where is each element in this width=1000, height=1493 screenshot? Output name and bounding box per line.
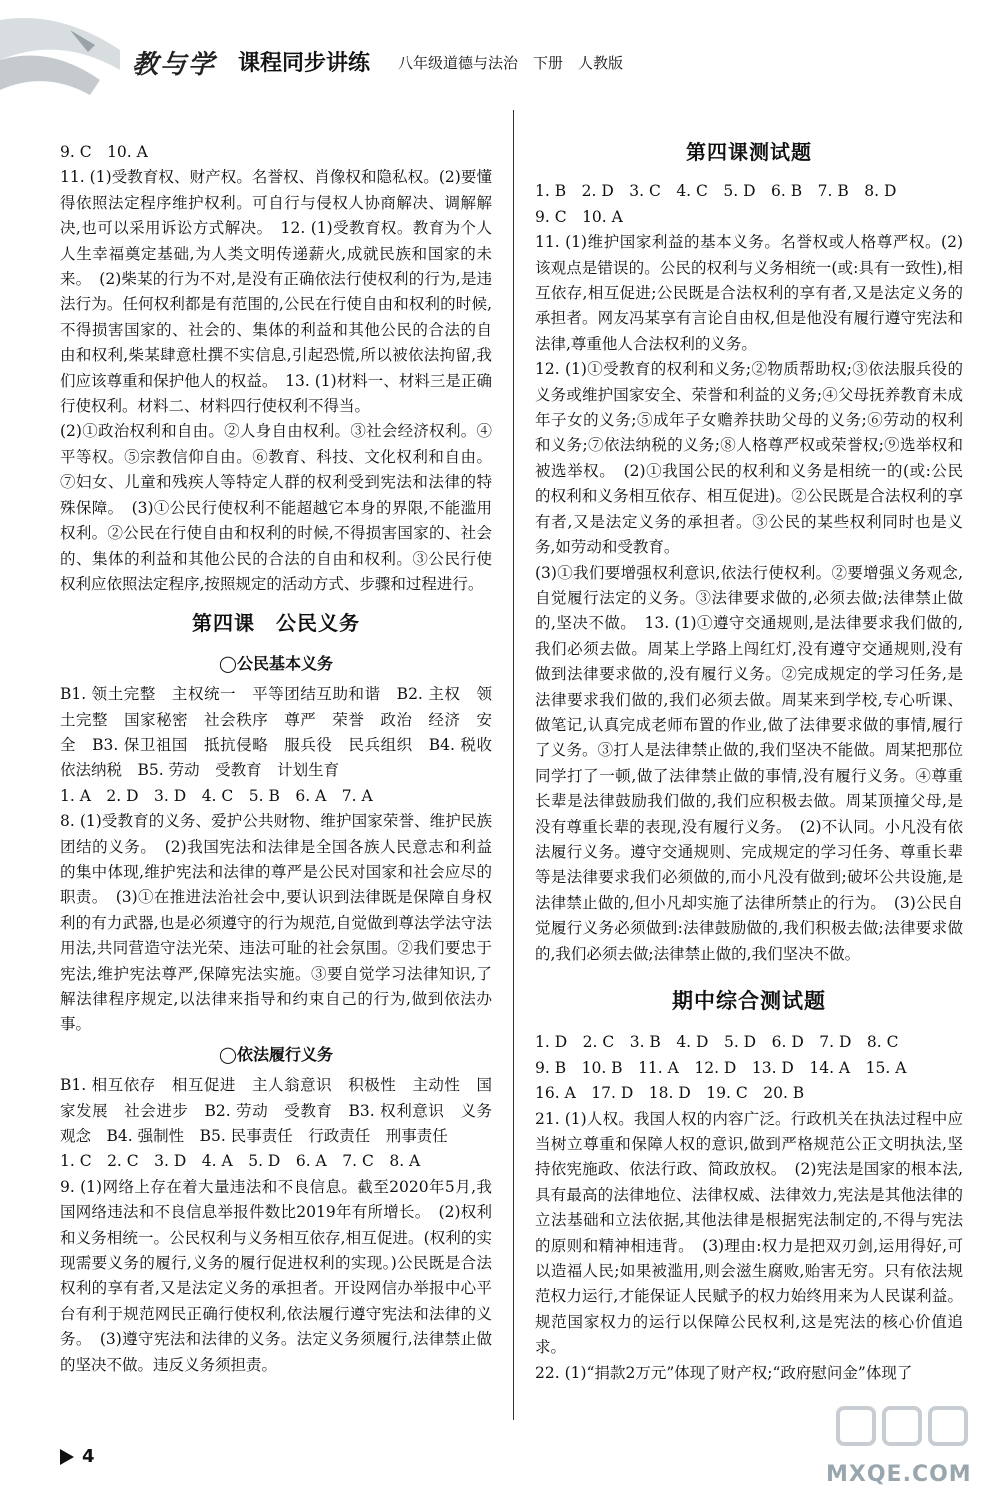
left-column: [60, 140, 508, 1378]
test-title: 期中综合测试题: [672, 989, 826, 1013]
column-divider: [513, 110, 514, 1420]
answer-block: (2)①政治权利和自由。②人身自由权利。③社会经济权利。④平等权。⑤宗教信仰自由。⑥教育、科技、文化权利和自由。⑦妇女、儿童和残疾人等特定人群的权利受到宪法和法律的特殊保障。 (3)①公民行使权利不能超越它本身的界限,不能滥用权利。②公民在行使自由和权利的时候,不得损害国家的、社会的、集体的利益和其他公民的合法的自由和权利。③公民行使权利应依照法定程序,按照规定的活动方式、步骤和过程进行。: [60, 422, 492, 593]
arrow-right-icon: [60, 1449, 74, 1465]
answer-block: (3)①我们要增强权利意识,依法行使权利。②要增强义务观念,自觉履行法定的义务。③法律要求做的,必须去做;法律禁止做的,坚决不做。 13. (1)①遵守交通规则,是法律要求我们做的,我们必须去做。周某上学路上闯红灯,没有遵守交通规则,没有做到法律要求做的,没有履行义务。②完成规定的学习任务,是法律要求我们做的,我们必须去做。周某来到学校,专心听课、做笔记,认真完成老师布置的作业,做了法律要求做的事情,履行了义务。③打人是法律禁止做的,我们坚决不能做。周某把那位同学打了一顿,做了法律禁止做的事情,没有履行义务。④尊重长辈是法律鼓励我们做的,我们应积极去做。周某顶撞父母,是没有尊重长辈的表现,没有履行义务。 (2)不认同。小凡没有依法履行义务。遵守交通规则、完成规定的学习任务、尊重长辈等是法律要求我们必须做的,而小凡没有做到;破坏公共设施,是法律禁止做的,但小凡却实施了法律所禁止的行为。 (3)公民自觉履行义务必须做到:法律鼓励做的,我们积极去做;法律要求做的,我们必须去做;法律禁止做的,我们坚决不做。: [535, 563, 963, 963]
answer-block: B1. 相互依存 相互促进 主人翁意识 积极性 主动性 国家发展 社会进步 B2. 劳动 受教育 B3. 权利意识 义务观念 B4. 强制性 B5. 民事责任 行政责任 刑事责任: [60, 1076, 492, 1146]
right-column: [535, 140, 963, 1386]
answer-block: 12. (1)①受教育的权利和义务;②物质帮助权;③依法服兵役的义务或维护国家安全、荣誉和利益的义务;④父母抚养教育未成年子女的义务;⑤成年子女赡养扶助父母的义务;⑥劳动的权利和义务;⑦依法纳税的义务;⑧人格尊严权或荣誉权;⑨选举权和被选举权。 (2)①我国公民的权利和义务是相统一的(或:公民的权利和义务相互依存、相互促进)。②公民既是合法权利的享有者,又是法定义务的承担者。③公民的某些权利同时也是义务,如劳动和受教育。: [535, 360, 963, 557]
answer-block: 11. (1)受教育权、财产权。名誉权、肖像权和隐私权。(2)要懂得依照法定程序维护权利。可自行与侵权人协商解决、调解解决,也可以采用诉讼方式解决。 12. (1)受教育权。教育为个人人生幸福奠定基础,为人类文明传递薪火,成就民族和国家的未来。 (2)柴某的行为不对,是没有正确依法行使权利的行为,是违法行为。任何权利都是有范围的,公民在行使自由和权利的时候,不得损害国家的、社会的、集体的利益和其他公民的合法的自由和权利,柴某肆意杜撰不实信息,引起恐慌,所以被依法拘留,我们应该尊重和保护他人的权益。 13. (1)材料一、材料三是正确行使权利。材料二、材料四行使权利不得当。: [60, 168, 492, 416]
answer-block: 9. C 10. A: [535, 207, 623, 226]
answer-block: 21. (1)人权。我国人权的内容广泛。行政机关在执法过程中应当树立尊重和保障人权的意识,做到严格规范公正文明执法,坚持依宪施政、依法行政、简政放权。 (2)宪法是国家的根本法,具有最高的法律地位、法律权威、法律效力,宪法是其他法律的立法基础和立法依据,其他法律是根据宪法制定的,不得与宪法的原则和精神相违背。 (3)理由:权力是把双刃剑,运用得好,可以造福人民;如果被滥用,则会滋生腐败,贻害无穷。只有依法规范权力运行,才能保证人民赋予的权力始终用来为人民谋利益。规范国家权力的运行以保障公民权利,这是宪法的核心价值追求。: [535, 1109, 963, 1357]
answer-block: 9. (1)网络上存在着大量违法和不良信息。截至2020年5月,我国网络违法和不良信息举报件数比2019年有所增长。 (2)权利和义务相统一。公民权利与义务相互依存,相互促进。(权利的实现需要义务的履行,义务的履行促进权利的实现。)公民既是合法权利的享有者,又是法定义务的承担者。开设网信办举报中心平台有利于规范网民正确行使权利,依法履行遵守宪法和法律的义务。 (3)遵守宪法和法律的义务。法定义务须履行,法律禁止做的坚决不做。违反义务须担责。: [60, 1177, 492, 1374]
watermark-text: MXQE.COM: [826, 1462, 972, 1487]
answer-block: 1. B 2. D 3. C 4. C 5. D 6. B 7. B 8. D: [535, 182, 897, 201]
answer-block: 8. (1)受教育的义务、爱护公共财物、维护国家荣誉、维护民族团结的义务。 (2)我国宪法和法律是全国各族人民意志和利益的集中体现,维护宪法和法律的尊严是公民对国家和社会应尽的职责。 (3)①在推进法治社会中,要认识到法律既是保障自身权利的有力武器,也是必须遵守的行为规范,自觉做到尊法学法守法用法,共同营造守法光荣、违法可耻的社会氛围。②我们要忠于宪法,维护宪法尊严,保障宪法实施。③要自觉学习法律知识,了解法律程序规定,以法律来指导和约束自己的行为,做到依法办事。: [60, 812, 492, 1034]
section-title: ◯依法履行义务: [219, 1044, 333, 1064]
section-title: ◯公民基本义务: [219, 653, 333, 673]
answer-block: 22. (1)“捐款2万元”体现了财产权;“政府慰问金”体现了: [535, 1363, 913, 1382]
answer-block: 1. D 2. C 3. B 4. D 5. D 6. D 7. D 8. C: [535, 1033, 899, 1052]
answer-block: 9. B 10. B 11. A 12. D 13. D 14. A 15. A: [535, 1058, 907, 1077]
page-number: 4: [82, 1446, 95, 1467]
series-logo: 教与学: [132, 50, 217, 80]
answer-block: 9. C 10. A: [60, 143, 148, 161]
answer-block: B1. 领土完整 主权统一 平等团结互助和谐 B2. 主权 领土完整 国家秘密 社会秩序 尊严 荣誉 政治 经济 安全 B3. 保卫祖国 抵抗侵略 服兵役 民兵组织 B4. 税收 依法纳税 B5. 劳动 受教育 计划生育: [60, 685, 508, 780]
book-title: 课程同步讲练: [238, 51, 371, 76]
chapter-title: 第四课 公民义务: [192, 611, 360, 636]
page-header: [0, 0, 1000, 110]
test-title: 第四课测试题: [686, 140, 812, 164]
answer-block: 1. C 2. C 3. D 4. A 5. D 6. A 7. C 8. A: [60, 1152, 421, 1171]
answer-block: 1. A 2. D 3. D 4. C 5. B 6. A 7. A: [60, 786, 373, 805]
answer-block: 16. A 17. D 18. D 19. C 20. B: [535, 1084, 805, 1103]
book-subtitle: 八年级道德与法治 下册 人教版: [398, 54, 624, 72]
answer-block: 11. (1)维护国家利益的基本义务。名誉权或人格尊严权。(2)该观点是错误的。公民的权利与义务相统一(或:具有一致性),相互依存,相互促进;公民既是合法权利的享有者,又是法定义务的承担者。网友冯某享有言论自由权,但是他没有履行遵守宪法和法律,尊重他人合法权利的义务。: [535, 233, 963, 353]
